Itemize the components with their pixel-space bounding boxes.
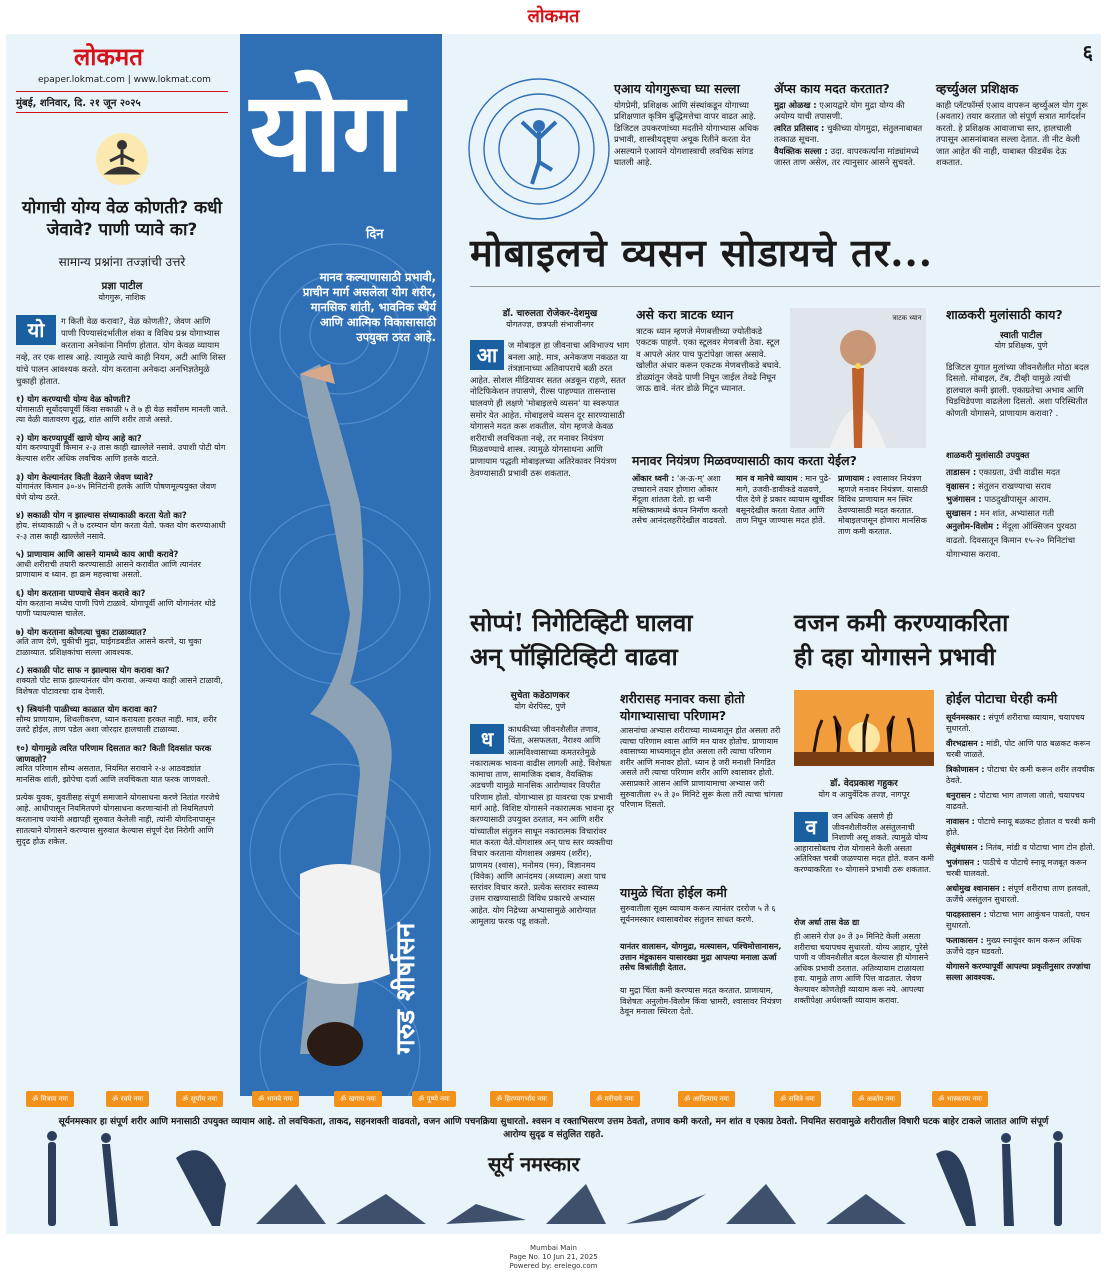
left-subhead: सामान्य प्रश्नांना तज्ज्ञांची उत्तरे (58, 255, 186, 269)
weight-item-label: फलाकासन : (946, 936, 984, 945)
qa-question: ४) सकाळी योग न झाल्यास संध्याकाळी करता येतो का? (16, 510, 187, 521)
trataka-text: त्राटक ध्यान म्हणजे मेणबत्तीच्या ज्योतीकडे एकटक पाहणे. एका स्टूलवर मेणबत्ती ठेवा. स्टूल व आपले अंतर पाच फुटांपेक्षा जास्त असावे. खोलीत अंधार करून एकटक मेणबत्तीकडे बघावे. डोळ्यांतून जेवढे पाणी निघून जाईल तेवढे निघून जाऊ द्यावे. नंतर डोळे मिटून ध्यानात. (636, 326, 782, 394)
weight-author-role: योग व आयुर्वेदिक तज्ज्ञ, नागपूर (818, 790, 910, 799)
pose-name: गरुड शीर्षासन (391, 922, 421, 1054)
weight-item-label: अधोमुख श्वानासन : (946, 884, 1006, 893)
divider (470, 286, 1100, 287)
ai-guru-text: योगप्रेमी, प्रशिक्षक आणि संस्थांकडून योगाच्या प्रशिक्षणात कृत्रिम बुद्धिमत्तेचा वापर वाढत आहे. डिजिटल उपकरणांच्या मदतीने योगाभ्यास अधिक प्रभावी, शास्त्रीयदृष्ट्या अचूक रितीने करता येत असल्याने एआयने योगशास्त्राची लवचिक सांगड घातली आहे. (614, 100, 759, 168)
mind-control-col (838, 474, 934, 538)
students-item-label: भुजंगासन : (946, 494, 982, 505)
mind-control-heading: मनावर नियंत्रण मिळवण्यासाठी काय करता येईल? (632, 453, 857, 468)
left-headline: योगाची योग्य वेळ कोणती? कधी जेवावे? पाणी प्यावे का? (22, 198, 222, 240)
qa-question: ७) योग करताना कोणत्या चुका टाळाव्यात? (16, 626, 147, 637)
site-url: epaper.lokmat.com | www.lokmat.com (38, 75, 211, 85)
weight-list-item (946, 764, 1096, 786)
page-number: ६ (1082, 40, 1093, 64)
mind-control-label: मान व मानेचे व्यायाम (736, 474, 798, 483)
weight-dropcap: व (794, 812, 828, 842)
students-list-item (946, 493, 1096, 507)
meditating-man-image (790, 308, 926, 448)
footer-page-info: Page No. 10 Jun 21, 2025 (509, 1253, 598, 1261)
meditation-icon (92, 129, 152, 189)
qa-item (16, 665, 228, 697)
students-item-label: अनुलोम-विलोम : (946, 521, 1000, 532)
left-closing: प्रत्येक युवक, युवतीसह संपूर्ण समाजाने योगसाधना करणे नितांत गरजेचे आहे. आधीपासून नियमितपणे योगसाधना करणाऱ्यांनी तो नियमितपणे करतानाच ज्यांनी अद्यापही सुरुवात केलेली नाही, त्यांनी योगदिनापासून सातत्याने योगासने करण्यास सुरुवात केल्यास संपूर्ण देश निरोगी आणि सुदृढ होऊ शकेल. (16, 793, 220, 846)
weight-item-label: वीरभद्रासन : (946, 739, 984, 748)
students-item-text: एकाग्रता, उंची वाढीस मदत (978, 467, 1061, 477)
apps-item-text: एआयद्वारे योग मुद्रा योग्य की अयोग्य याची तपासणी. (774, 100, 905, 122)
negativity-heading (470, 606, 693, 674)
virtual-trainer-heading: व्हर्च्युअल प्रशिक्षक (936, 81, 1019, 96)
chant-label: ॐ सूर्याय नमः (176, 1091, 223, 1107)
mobile-dropcap: आ (470, 340, 504, 370)
mobile-author-role: योगतज्ज्ञ, छत्रपती संभाजीनगर (506, 320, 594, 329)
weight-item-text: मांडी, पोट आणि पाठ बळकट करून चरबी जाळते. (946, 739, 1091, 759)
chant-label: ॐ पूष्णे नमः (412, 1091, 456, 1107)
main-headline: मोबाइलचे व्यसन सोडायचे तर... (470, 230, 933, 275)
qa-question: ८) सकाळी पोट साफ न झाल्यास योग करावा का? (16, 665, 170, 676)
students-list-item (946, 507, 1096, 521)
weight-text-2: ही आसने रोज ३० ते ३० मिनिटे केली असता शरीराचा चयापचय सुधारतो. योग्य आहार, पुरेसे पाणी व जीवनशैलीत बदल केल्यास ही योगासने अधिक प्रभावी ठरतात. अतिव्यायाम टाळायला हवा. यामुळे ताण आणि पित्त वाढतात. जेवण केल्यावर कोणतेही व्यायाम करू नये. आपल्या शक्तीपेक्षा अर्धशक्ती व्यायाम करावा. (794, 932, 929, 1005)
students-list (946, 466, 1096, 561)
footer-powered: Powered by: erelego.com (509, 1262, 598, 1270)
group-yoga-sunset-image (794, 690, 934, 766)
weight-item-label: पादहस्तासन : (946, 910, 987, 919)
anxiety-text-2: या मुद्रा चिंता कमी करण्यास मदत करतात. प्राणायाम, विशेषतः अनुलोम-विलोम किंवा भ्रामरी, श्वासावर नियंत्रण ठेवून मनाला स्थिरता देतो. (620, 986, 782, 1017)
mind-control-label: ओंकार ध्वनी : (632, 474, 675, 483)
weight-list-item (946, 816, 1096, 838)
chant-label: ॐ हिरण्यगर्भाय नमः (490, 1091, 553, 1107)
apps-item-label: मुद्रा ओळख : (774, 100, 817, 110)
students-item-text: पाठदुखीपासून आराम. (984, 494, 1052, 505)
chant-label: ॐ भास्कराय नमः (932, 1091, 988, 1107)
qa-answer: शक्यतो पोट साफ झाल्यानंतर योग करावा. अन्यथा काही आसने टाळावी, विशेषतः पोटावरचा दाब देणारी. (16, 676, 223, 696)
qa-answer: योगानंतर किमान ३०-४५ मिनिटांनी हलके आणि पोषणमूल्ययुक्त जेवण घेणे योग्य ठरते. (16, 482, 216, 502)
qa-item (16, 394, 228, 426)
apps-item (774, 123, 924, 146)
weight-author: डॉ. वेदप्रकाश गहुकर (830, 779, 898, 789)
weight-item-text: पोटाचा भाग आकुंचन पावतो, पचन सुधारतो. (946, 910, 1090, 930)
qa-question: १) योग करण्याची योग्य वेळ कोणती? (16, 394, 131, 404)
weight-item-text: पाठीचे व पोटाचे स्नायू मजबूत करून चरबी घालवतो. (946, 858, 1087, 878)
masthead-brand: लोकमत (527, 6, 580, 27)
students-author-role: योग प्रशिक्षक, पुणे (994, 341, 1048, 350)
weight-item-label: योगासने करण्यापूर्वी आपल्या प्रकृतीनुसार तज्ज्ञांचा सल्ला आवश्यक. (946, 962, 1091, 982)
negativity-heading-line1: सोप्पं! निगेटिव्हिटी घालवा (470, 608, 693, 637)
trataka-heading: असे करा त्राटक ध्यान (636, 307, 734, 322)
apps-list (774, 100, 924, 168)
negativity-heading-line2: अन् पॉझिटिव्हिटी वाढवा (470, 642, 678, 671)
weight-list-item (946, 935, 1096, 957)
mind-control-col (632, 474, 730, 527)
weight-list (946, 712, 1096, 983)
weight-item-label: नावासन : (946, 817, 975, 826)
apps-item-text: चुकीच्या योगमुद्रा, संतुलनाबाबत तत्काळ सूचना. (774, 122, 923, 145)
issue-date: मुंबई, शनिवार, दि. २१ जून २०२५ (16, 91, 228, 113)
chant-label: ॐ मित्राय नमः (26, 1091, 74, 1107)
left-dropcap: यो (16, 315, 56, 345)
weight-item-label: भुजंगासन : (946, 858, 980, 867)
negativity-text: काधकीच्या जीवनशैलीत तणाव, चिंता, असफलता, नैराश्य आणि आत्मविश्वासाच्या कमतरतेमुळे नकारात्मक भावना वाढीस लागली आहे. विशेषतः कामाचा ताण, सामाजिक दबाव, वैयक्तिक अडचणी यामुळे मानसिक आरोग्यावर विपरीत परिणाम होतो. योगाभ्यास हा यावरचा एक प्रभावी मार्ग आहे. विशिष्ट योगासने नकारात्मक भावना दूर करण्यासाठी उपयुक्त ठरतात, मन आणि शरीर यांच्यातील संतुलन साधून नकारात्मक विचारांवर मात करता येते.योगशास्त्र अन् पाच स्तर व्यक्तीचा विचार करताना योगशास्त्र अन्नमय (शरीर), प्राणमय (श्वास), मनोमय (मन), विज्ञानमय (विवेक) आणि आनंदमय (अध्यात्म) अशा पाच स्तरांवर विचार करते. प्रत्येक स्तरावर स्वास्थ्य उत्तम राखण्यासाठी विविध प्रकारचे अभ्यास आहेत. योग निद्रेच्या अभ्यासामुळे आरोग्यात आमूलाग्र फरक पडू शकतो. (470, 724, 615, 927)
qa-answer: आधी शरीराची तयारी करण्यासाठी आसने करावीत आणि त्यानंतर प्राणायाम व ध्यान. हा क्रम महत्त्वाचा असतो. (16, 559, 201, 580)
students-item-label: वृक्षासन : (946, 480, 976, 491)
right-area (446, 34, 1101, 1096)
ai-guru-heading: एआय योगगुरूचा घ्या सल्ला (614, 81, 740, 96)
qa-item (16, 743, 228, 785)
weight-list-item (946, 790, 1096, 812)
mind-control-text: : मान पुढे-मागे, उजवी-डावीकडे वळवणे, पील देणे हे प्रकार व्यायाम खुर्चीवर बसूनदेखील करता येतात आणि ताण निघून जाण्यास मदत होते. (736, 474, 834, 526)
top-bar (0, 0, 1107, 34)
anxiety-poses: यानंतर वालासन, योगमुद्रा, मत्स्यासन, पश्चिमोत्तानासन, उत्तान मंडूकासन यासारख्या मुद्रा आपल्या मनाला ऊर्जा तसेच विश्रांतीही देतात. (620, 942, 782, 973)
anxiety-heading: यामुळे चिंता होईल कमी (620, 885, 727, 900)
anxiety-text: सुरुवातीला सूक्ष्म व्यायाम करून त्यानंतर दररोज ५ ते ६ सूर्यनमस्कार श्वासाबरोबर संतुलन साधत करणे. (620, 904, 776, 924)
qa-question: ५) प्राणायाम आणि आसने यामध्ये काय आधी करावे? (16, 549, 179, 560)
weight-item-text: संपूर्ण शरीराचा व्यायाम, चयापचय सुधारतो. (946, 713, 1085, 733)
newspaper-page (6, 34, 1101, 1234)
trataka-photo (790, 308, 926, 448)
surya-title: सूर्य नमस्कार (488, 1152, 580, 1176)
banner-title: योग (250, 67, 405, 196)
students-list-item (946, 480, 1096, 494)
lokmat-logo: लोकमत (74, 42, 143, 71)
weight-list-item (946, 883, 1096, 905)
mind-control-label: प्राणायाम : (838, 474, 870, 483)
surya-chants (6, 1088, 1101, 1108)
students-author: स्वाती पाटील (1000, 331, 1042, 341)
negativity-author-role: योग थेरपिस्ट, पुणे (514, 702, 566, 711)
banner-tagline: मानव कल्याणासाठी प्रभावी, प्राचीन मार्ग असलेला योग शरीर, मानसिक शांती, भावनिक स्थैर्य आणि आत्मिक विकासासाठी उपयुक्त ठरत आहे. (302, 270, 436, 344)
qa-item (16, 588, 228, 620)
yoga-day-banner (240, 34, 442, 1096)
qa-answer: योग करताना मध्येच पाणी पिणे टाळावे. योगापूर्वी आणि योगानंतर थोडे पाणी प्यायल्यास चालेल. (16, 598, 216, 619)
weight-article (794, 812, 934, 876)
weight-list-item (946, 712, 1096, 734)
mobile-author: डॉ. चारुलता रोजेकर-देशमुख (502, 309, 598, 319)
chant-label: ॐ सवित्रे नमः (774, 1091, 821, 1107)
students-item-text: संतुलन राखण्याचा सराव (978, 480, 1052, 491)
students-list-heading: शाळकरी मुलांसाठी उपयुक्त (946, 450, 1030, 460)
students-item-text: मेंदूला ऑक्सिजन पुरवठा वाढतो. दिवसातून किमान १५-२० मिनिटांचा योगाभ्यास करावा. (946, 521, 1077, 559)
qa-item (16, 704, 228, 736)
weight-item-text: नितंब, मांडी व पोटाचा भाग टोन होतो. (985, 843, 1096, 852)
left-author: प्रज्ञा पाटील (101, 281, 143, 292)
weight-item-text: पोटाचा घेर कमी करून शरीर लवचीक ठेवते. (946, 765, 1095, 785)
qa-question: ९) स्त्रियांनी पाळीच्या काळात योग करावा का? (16, 704, 158, 715)
mind-control-col (736, 474, 834, 527)
body-mind-text: आसनांचा अभ्यास शरीराच्या माध्यमातून होत असला तरी त्याचा परिणाम श्वास आणि मन यावर होतोच. प्राणायाम श्वासाच्या माध्यमातून होत असला तरी त्याचा परिणाम शरीर आणि मनावर होतो. ध्यान हे जरी मनाशी निगडित असले तरी त्याचा परिणाम शरीर आणि श्वासावर होतो. असाप्रकारे आसन आणि प्राणायामाचा अभ्यास जरी सुरुवातीला २५ ते ३० मिनिटे सुरू केला तरी त्याचा चांगला परिणाम दिसतो. (620, 726, 783, 810)
mobile-article (470, 340, 632, 479)
left-author-role: योगगुरू, नाशिक (98, 293, 146, 302)
students-text: डिजिटल युगात मुलांच्या जीवनशैलीत मोठा बदल दिसतो. मोबाइल, टॅब, टीव्ही यामुळे त्यांची हालचाल कमी झाली. एकाग्रतेचा अभाव आणि चिडचिडेपणा वाढलेला दिसतो. अशा परिस्थितीत कोणती योगासने, प्राणायाम करावा? . (946, 362, 1090, 418)
qa-answer: अति ताण देणे, चुकीची मुद्रा, घाईगडबडीत आसने करणे, या चुका टाळाव्यात. प्रशिक्षकांचा सल्ला आवश्यक. (16, 637, 202, 657)
weight-item-label: सेतुबंधासन : (946, 843, 984, 852)
weight-list-item (946, 842, 1096, 853)
students-item-label: सुखासन : (946, 507, 978, 518)
weight-item-label: सूर्यनमस्कार : (946, 713, 986, 722)
qa-question: १०) योगामुळे त्वरित परिणाम दिसतात का? किती दिवसांत फरक जाणवतो? (16, 743, 212, 764)
weight-heading (794, 606, 1008, 674)
weight-item-text: पोटाचे स्नायू बळकट होतात व चरबी कमी होते. (946, 817, 1096, 837)
virtual-trainer-text: काही प्लॅटफॉर्म्स एआय वापरून व्हर्च्युअल योग गुरू (अवतार) तयार करतात जो संपूर्ण सत्रात मार्गदर्शन करतो. हे प्रशिक्षक आवाजाचा स्तर, हालचाली तपासून आसनांबाबत सल्ला देतात. ती नीट केली जात आहेत की नाही, याबाबत फीडबॅक देऊ शकतात. (936, 100, 1088, 168)
qa-answer: त्वरित परिणाम सौम्य असतात, नियमित सरावाने २-४ आठवड्यांत मानसिक शांती, झोपेचा दर्जा आणि लवचिकता यात फरक जाणवतो. (16, 764, 211, 784)
apps-heading: ॲप्स काय मदत करतात? (774, 81, 890, 96)
weight-list-heading: होईल पोटाचा घेरही कमी (946, 691, 1058, 706)
students-list-item (946, 466, 1096, 480)
left-intro (16, 315, 228, 387)
chant-label: ॐ अर्काय नमः (852, 1091, 901, 1107)
negativity-article (470, 724, 616, 927)
weight-item-label: धनुरासन : (946, 791, 977, 800)
chant-label: ॐ भानवे नमः (252, 1091, 299, 1107)
left-intro-text: ग किती वेळ करावा?, वेळ कोणती?, जेवण आणि पाणी पिण्यासंदर्भातील शंका व विविध प्रश्न योगाभ्यास करताना अनेकांना निर्माण होतात. योग केवळ व्यायाम नव्हे, तर एक शास्त्र आहे. त्यामुळे त्याचे काही नियम, अटी आणि शिस्त यांचे पालन आवश्यक करते. योग करताना अनेकदा अनभिज्ञतेमुळे चुकाही होतात. (16, 316, 226, 386)
weight-item-text: पोटाचा भाग ताणला जातो, चयापचय वाढवते. (946, 791, 1085, 811)
qa-answer: योग करण्यापूर्वी किमान २-३ तास काही खाल्लेले नसावे. उपाशी पोटी योग केल्यास शरीर अधिक लवचिक आणि हलके वाटते. (16, 443, 226, 463)
chant-label: ॐ रवये नमः (106, 1091, 149, 1107)
apps-item-label: त्वरित प्रतिसाद : (774, 122, 825, 133)
left-column (6, 34, 238, 1096)
weight-list-item (946, 961, 1096, 983)
ai-yoga-mandala-icon (464, 74, 614, 224)
weight-item-text: मुख्य स्नायूंवर काम करून अधिक ऊर्जेचे दहन घडवतो. (946, 936, 1082, 956)
apps-item-text: उदा. वापरकर्त्यांना मांड्यांमध्ये जास्त ताण असेल, तर त्यानुसार आसने सुचवते. (774, 145, 919, 168)
chant-label: ॐ मरीचये नमः (590, 1091, 640, 1107)
qa-item (16, 433, 228, 465)
weight-heading-line1: वजन कमी करण्याकरिता (794, 608, 1009, 637)
students-item-text: मन शांत, अभ्यासात गती (979, 507, 1055, 518)
qa-item (16, 472, 228, 504)
weight-list-item (946, 857, 1096, 879)
apps-item-label: वैयक्तिक सल्ला : (774, 145, 828, 156)
trataka-photo-caption: त्राटक ध्यान (892, 314, 922, 322)
qa-question: ६) योग करताना पाण्याचे सेवन करावे का? (16, 587, 146, 598)
mind-control-text: 'अ-ऊ-म्' अशा उच्चाराने तयार होणारा ओंकार मेंदूला शांतता देतो. हा ध्वनी मस्तिष्कामध्ये कंपन निर्माण करतो तसेच आनंदलहरीदेखील वाढवतो. (632, 474, 728, 526)
weight-subhead: रोज अर्धा तास वेळ द्या (794, 918, 860, 927)
qa-answer: होय. संध्याकाळी ५ ते ७ दरम्यान योग करता येतो. फक्त योग करण्याआधी २-३ तास काही खाल्लेले नसावे. (16, 520, 226, 541)
students-list-item (946, 520, 1096, 561)
qa-list (16, 394, 228, 785)
weight-item-label: त्रिकोणासन : (946, 765, 985, 774)
negativity-author: सुचेता कडेठाणकर (510, 691, 570, 701)
banner-title-suffix: दिन (366, 227, 384, 242)
weight-item-text: संपूर्ण शरीराचा ताण हलवतो, ऊर्जेचे असंतुलन सुधारतो. (946, 884, 1091, 904)
mind-control-text: श्वासावर नियंत्रण म्हणजे मनावर नियंत्रण. यासाठी विविध प्राणायाम मन स्थिर ठेवण्यासाठी मदत करतात. मोबाइलपासून होणारा मानसिक ताण कमी करतात. (838, 474, 928, 536)
qa-item (16, 627, 228, 659)
qa-answer: योगासाठी सूर्योदयापूर्वी किंवा सकाळी ५ ते ७ ही वेळ सर्वोत्तम मानली जाते. त्या वेळी वातावरण शुद्ध, शांत आणि शरीर ताजे असते. (16, 404, 228, 425)
students-item-label: ताडासन : (946, 467, 977, 477)
weight-text: जन अधिक असणे ही जीवनशैलीवरील असंतुलनाची निशाणी असू शकते. त्यामुळे योग्य आहारासोबतच रोज योगासने केली असता अतिरिक्त चरबी जळण्यास मदत होते. वजन कमी करण्याकरिता १० योगासने प्रभावी ठरू शकतात. (794, 812, 934, 874)
negativity-dropcap: ध (470, 724, 504, 754)
weight-list-item (946, 738, 1096, 760)
students-heading: शाळकरी मुलांसाठी काय? (946, 307, 1063, 322)
qa-item (16, 510, 228, 542)
qa-item (16, 549, 228, 581)
weight-heading-line2: ही दहा योगासने प्रभावी (794, 642, 996, 671)
footer-edition: Mumbai Main (530, 1244, 577, 1252)
page-footer (0, 1244, 1107, 1271)
chant-label: ॐ खगाय नमः (334, 1091, 382, 1107)
body-mind-heading: शरीरासह मनावर कसा होतो योगाभ्यासाचा परिणाम? (620, 691, 745, 723)
mobile-text: ज मोबाइल हा जीवनाचा अविभाज्य भाग बनला आहे. मात्र, अनेकजण नकळत या तंत्रज्ञानाच्या अतिवापराचे बळी ठरत आहेत. सोशल मीडियावर सतत अडकून राहणे, सतत नोटिफिकेशन तपासणे, रील्स पाहण्यात तासन्तास घालवणे ही लक्षणे 'मोबाइलचे व्यसन' या स्वरूपात समोर येत आहेत. मोबाइलचे व्यसन दूर सारण्यासाठी योगासने मदत करू शकतील. योग म्हणजे केवळ शरीराची लवचिकता नव्हे, तर मनावर नियंत्रण मिळवण्याचे शास्त्र. त्यामुळे योगसाधना आणि प्राणायाम पद्धती मोबाइलच्या अतिरेकावर नियंत्रण ठेवण्यासाठी प्रभावी ठरू शकतात. (470, 340, 630, 478)
weight-list-item (946, 909, 1096, 931)
apps-item (774, 146, 924, 169)
chant-label: ॐ आदित्याय नमः (678, 1091, 735, 1107)
apps-item (774, 100, 924, 123)
qa-question: २) योग करण्यापूर्वी खाणे योग्य आहे का? (16, 432, 142, 443)
surya-description: सूर्यनमस्कार हा संपूर्ण शरीर आणि मनासाठी उपयुक्त व्यायाम आहे. तो लवचिकता, ताकद, सहनशक्ती वाढवतो, वजन आणि पचनक्रिया सुधारतो. श्वसन व रक्ताभिसरण उत्तम ठेवतो, तणाव कमी करतो, मन शांत व एकाग्र ठेवतो. नियमित सरावामुळे शरीरातील विषारी घटक बाहेर टाकले जातात आणि संपूर्ण आरोग्य सुदृढ व संतुलित राहते. (58, 1117, 1049, 1140)
qa-question: ३) योग केल्यानंतर किती वेळाने जेवण घ्यावे? (16, 471, 154, 482)
qa-answer: सौम्य प्राणायाम, शिथलीकरण, ध्यान करायला हरकत नाही. मात्र, शरीर उलटे होईल, ताण पडेल अशा जोरदार हालचाली टाळाव्या. (16, 714, 217, 735)
